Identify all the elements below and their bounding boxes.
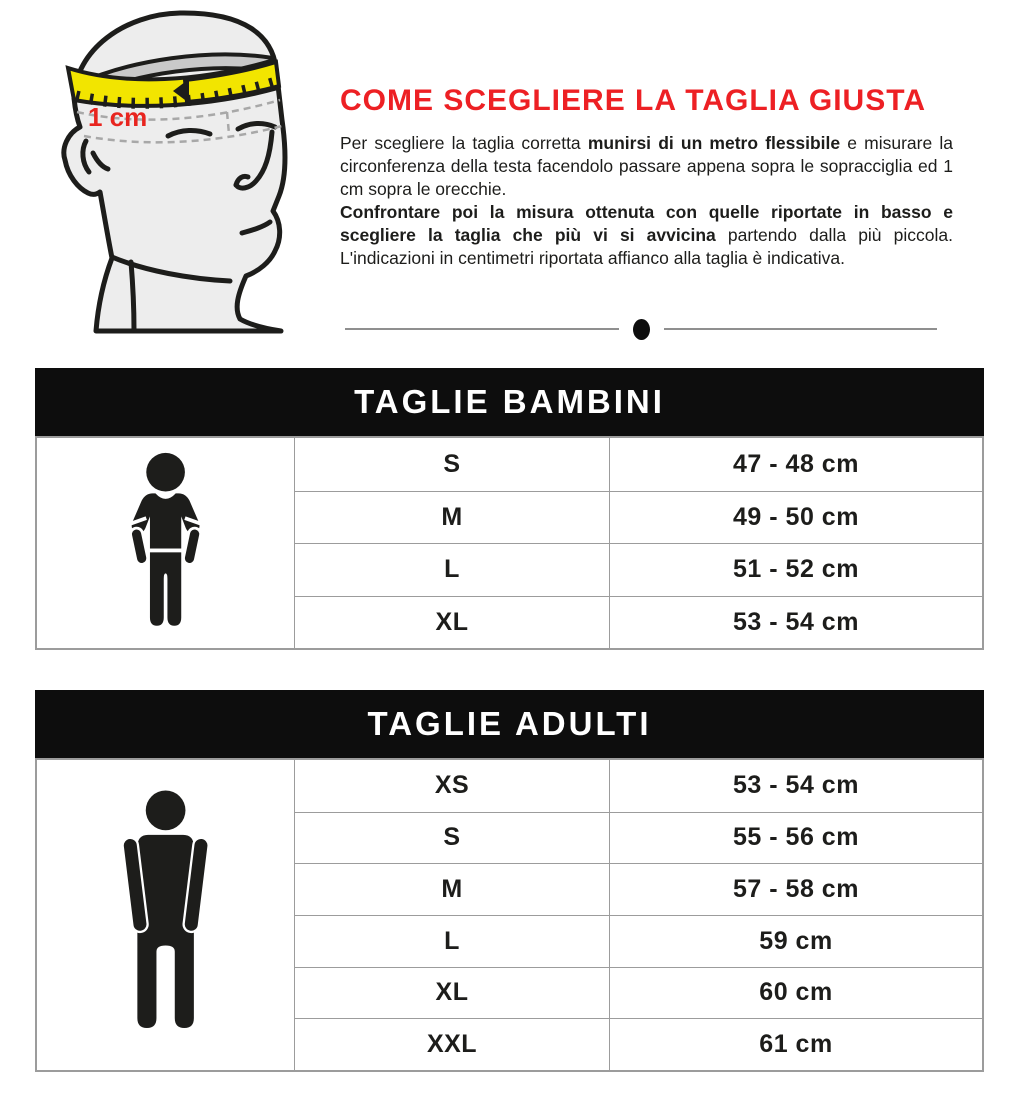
size-range: 60 cm <box>609 967 982 1019</box>
kids-icon-cell <box>37 438 295 648</box>
size-range: 49 - 50 cm <box>609 491 982 544</box>
size-label: XXL <box>295 1018 609 1070</box>
size-range: 59 cm <box>609 915 982 967</box>
intro-p2-bold: Confrontare poi la misura ottenuta con quelle riportate in basso e scegliere la taglia che più vi si avvicina <box>340 202 953 245</box>
divider-line-right <box>664 328 938 330</box>
divider-dot <box>633 319 650 340</box>
intro-paragraph-2 <box>340 201 953 270</box>
intro-text <box>340 132 953 270</box>
child-icon <box>115 451 216 635</box>
size-label: S <box>443 449 461 478</box>
head-measurement-illustration <box>30 0 330 335</box>
adult-sizes-title-bar: TAGLIE ADULTI <box>35 690 984 758</box>
kids-sizes-table <box>35 436 984 650</box>
adult-sizes-table <box>35 758 984 1072</box>
size-range: 53 - 54 cm <box>609 596 982 649</box>
divider-line-left <box>345 328 619 330</box>
one-cm-label: 1 cm <box>88 102 148 132</box>
size-label: M <box>295 491 609 544</box>
size-label: XL <box>295 596 609 649</box>
size-label: S <box>295 812 609 864</box>
section-divider <box>345 317 937 341</box>
intro-paragraph-1 <box>340 132 953 201</box>
page-title: COME SCEGLIERE LA TAGLIA GIUSTA <box>340 84 926 117</box>
size-label: L <box>295 915 609 967</box>
intro-p2-end: partendo dalla più piccola. L'indicazioni in centimetri riportata affianco alla taglia è indicativa. <box>340 225 954 268</box>
size-label: XS <box>434 771 470 800</box>
size-range: 47 - 48 cm <box>609 438 982 491</box>
intro-p1-bold: munirsi di un metro flessibile <box>587 133 841 153</box>
size-range: 61 cm <box>609 1018 982 1070</box>
size-range: 53 - 54 cm <box>609 760 982 812</box>
kids-sizes-title-bar: TAGLIE BAMBINI <box>35 368 984 436</box>
adult-icon-cell <box>37 760 295 1070</box>
intro-section <box>340 84 953 270</box>
adult-man-icon <box>103 789 228 1041</box>
size-label: L <box>295 543 609 596</box>
intro-p1-start: Per scegliere la taglia corretta <box>340 133 588 153</box>
size-range: 57 - 58 cm <box>609 863 982 915</box>
size-range: 51 - 52 cm <box>609 543 982 596</box>
intro-p1-end: e misurare la circonferenza della testa facendolo passare appena sopra le sopracciglia ed 1 cm sopra le orecchie. <box>340 133 953 199</box>
size-label: M <box>295 863 609 915</box>
size-range: 55 - 56 cm <box>609 812 982 864</box>
size-label: XL <box>295 967 609 1019</box>
